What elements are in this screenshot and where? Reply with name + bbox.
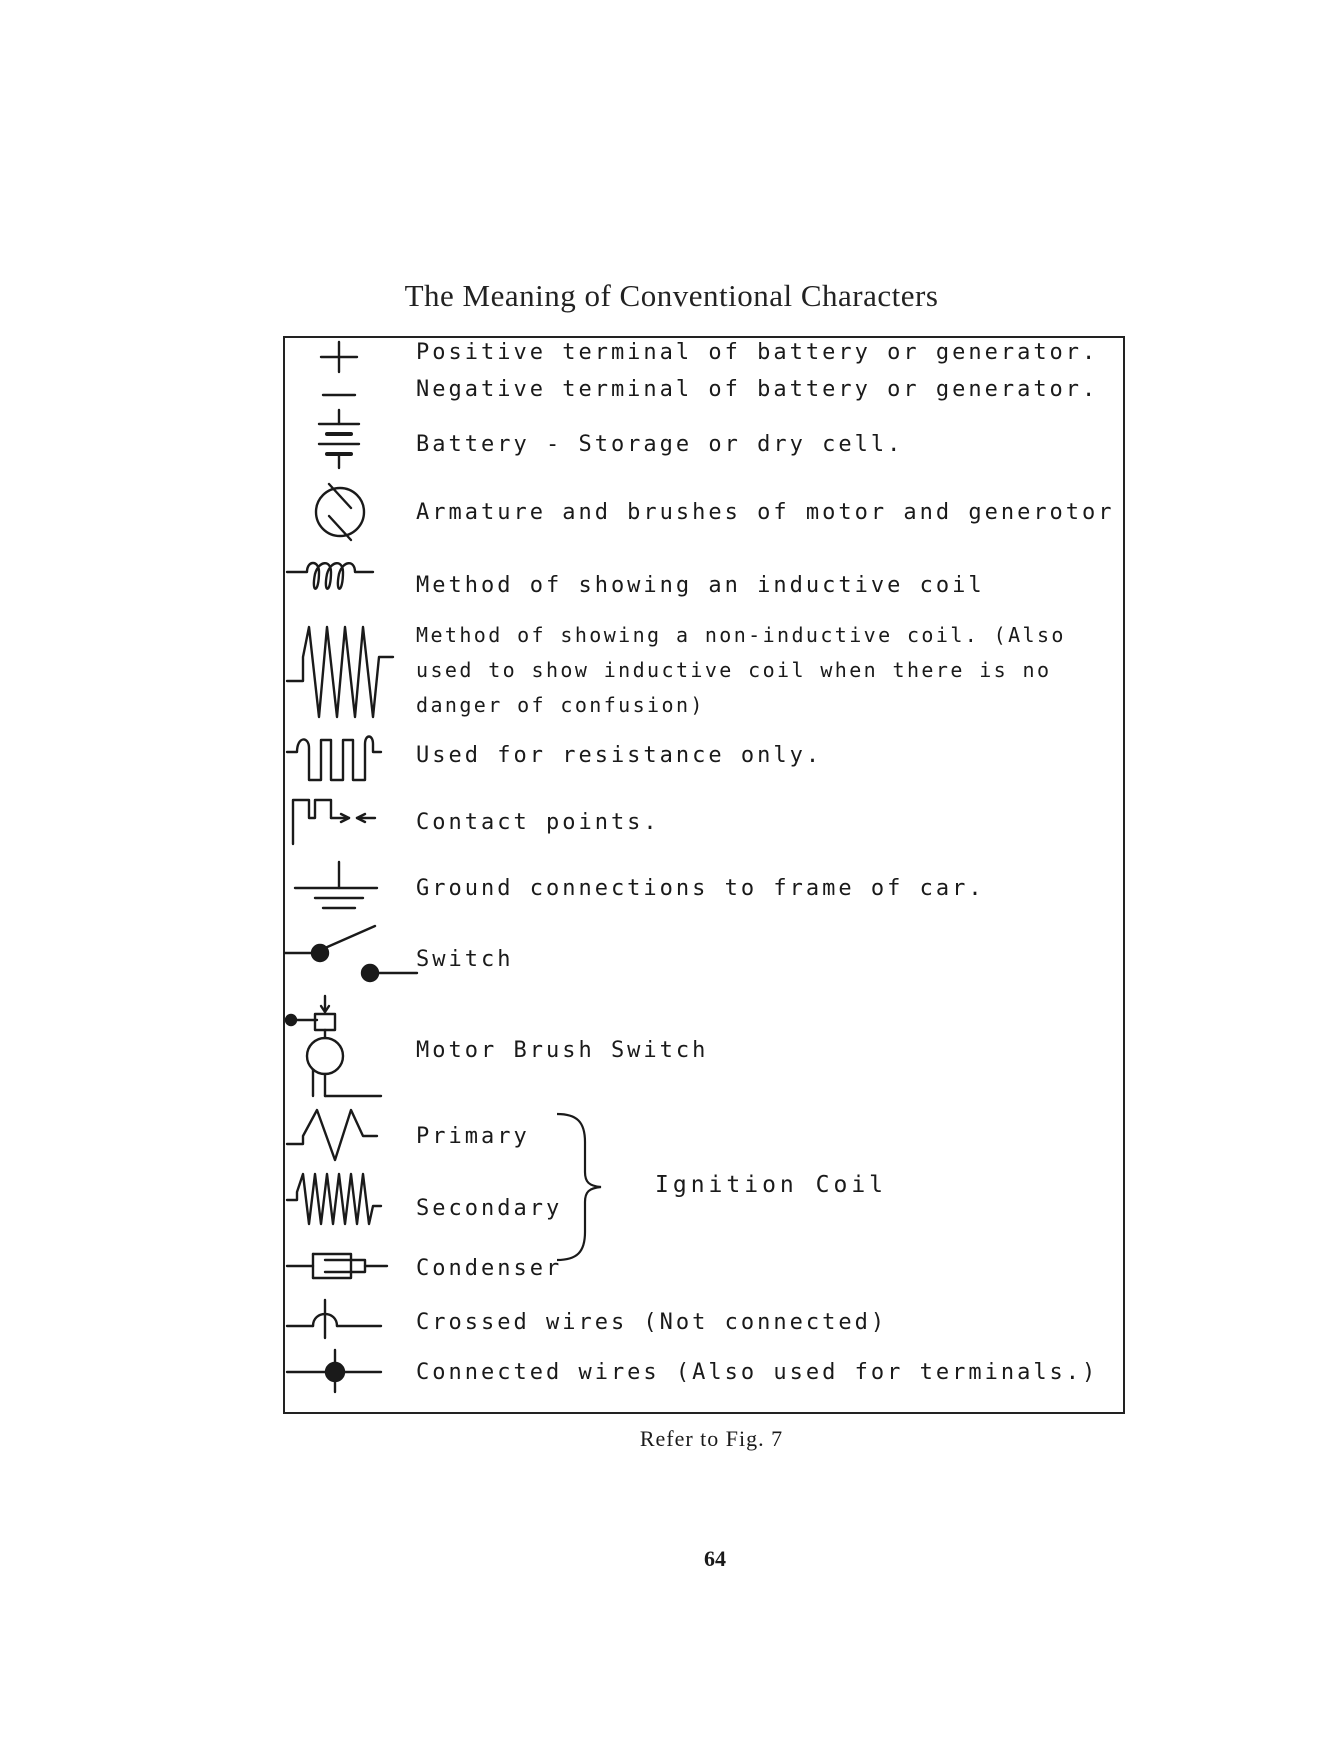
figure-caption: Refer to Fig. 7 [639,1426,784,1451]
label-motor-brush-switch: Motor Brush Switch [416,1038,709,1063]
label-armature: Armature and brushes of motor and generotor [416,500,1115,525]
page-title: The Meaning of Conventional Characters [404,278,939,313]
label-battery: Battery - Storage or dry cell. [416,432,904,457]
label-crossed-wires: Crossed wires (Not connected) [416,1310,888,1335]
legend-table [283,336,1125,1414]
positive-terminal-icon [285,340,400,374]
resistance-icon [285,730,400,786]
brace-icon [555,1112,615,1262]
page-number: 64 [704,1546,726,1571]
contact-points-icon [285,796,400,846]
label-connected-wires: Connected wires (Also used for terminals.) [416,1360,1099,1385]
label-secondary: Secondary [416,1196,563,1221]
ground-icon [285,860,400,920]
primary-coil-icon [285,1106,400,1164]
crossed-wires-icon [285,1296,400,1342]
secondary-coil-icon [285,1170,400,1228]
inductive-coil-icon [285,560,400,600]
label-primary: Primary [416,1124,530,1149]
label-condenser: Condenser [416,1256,563,1281]
condenser-icon [285,1248,400,1288]
negative-terminal-icon [285,380,400,410]
connected-wires-icon [285,1348,400,1394]
label-contact-points: Contact points. [416,810,660,835]
label-ignition-coil: Ignition Coil [655,1172,888,1198]
switch-icon [285,926,400,996]
label-resistance: Used for resistance only. [416,743,823,768]
label-ground: Ground connections to frame of car. [416,876,985,901]
label-switch: Switch [416,947,514,972]
label-negative-terminal: Negative terminal of battery or generator. [416,377,1099,402]
non-inductive-coil-icon [285,623,400,723]
label-non-inductive-coil: Method of showing a non-inductive coil. (Also used to show inductive coil when there is no danger of confusion) [416,623,1066,717]
label-positive-terminal: Positive terminal of battery or generator. [416,340,1099,365]
motor-brush-switch-icon [285,996,400,1100]
label-inductive-coil: Method of showing an inductive coil [416,573,985,598]
battery-icon [285,410,400,470]
armature-icon [285,476,400,548]
